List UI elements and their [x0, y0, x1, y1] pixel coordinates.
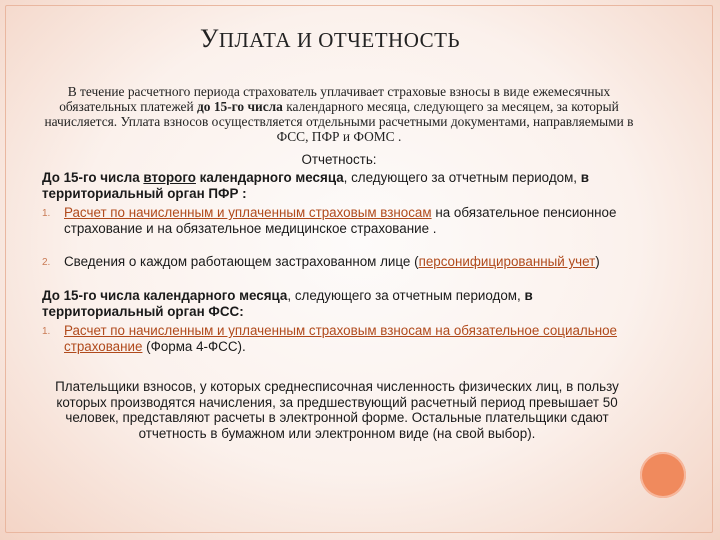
intro-text-2: календарного месяца, следующего за месяцем, за который начисляется. Уплата взносов осуществляется отдельными расчетными документами, направляемыми в ФСС, ПФР и ФОМС .	[44, 99, 634, 144]
pfr-bold-1: До 15-го числа	[42, 170, 144, 185]
pfr-item-2	[42, 254, 642, 270]
bottom-paragraph: Плательщики взносов, у которых среднесписочная численность физических лиц, в пользу которых производятся начисления, за предшествующий расчетный период превышает 50 человек, представляют расчеты в электронной форме. Остальные плательщики сдают отчетность в бумажном или электронном виде (на свой выбор).	[55, 379, 619, 441]
decorative-circle	[640, 452, 686, 498]
pfr-calculation-link[interactable]: Расчет по начисленным и уплаченным страховым взносам	[64, 205, 432, 220]
page-title	[0, 24, 660, 54]
pfr-deadline	[42, 170, 642, 201]
pfr-bold-3: в территориальный орган ПФР :	[42, 170, 589, 201]
fss-bold-2: в территориальный орган ФСС:	[42, 288, 533, 319]
personified-accounting-link[interactable]: персонифицированный учет	[418, 254, 596, 269]
list-number: 1.	[42, 326, 51, 337]
intro-paragraph	[44, 84, 634, 144]
fss-normal: , следующего за отчетным периодом,	[287, 288, 525, 303]
fss-item-1	[42, 323, 642, 354]
title-initial: У	[199, 24, 219, 53]
fss-deadline	[42, 288, 642, 319]
intro-bold: до 15-го числа	[197, 99, 283, 114]
pfr-bold-underlined: второго	[143, 170, 196, 185]
list-number: 1.	[42, 208, 51, 219]
pfr-item-1	[42, 205, 642, 236]
list-number: 2.	[42, 257, 51, 268]
fss-item-1-text: (Форма 4-ФСС).	[142, 338, 246, 354]
reporting-heading: Отчетность:	[301, 152, 377, 167]
pfr-bold-2: календарного месяца	[195, 170, 344, 185]
fss-bold-1: До 15-го числа календарного месяца	[42, 288, 288, 303]
fss-calculation-link[interactable]: Расчет по начисленным и уплаченным страховым взносам на обязательное социальное страхование	[64, 323, 617, 354]
intro-text-1: В течение расчетного периода страхователь уплачивает страховые взносы в виде ежемесячных обязательных платежей	[59, 84, 611, 114]
title-rest: ПЛАТА И ОТЧЕТНОСТЬ	[218, 28, 461, 52]
pfr-item-2-close: )	[595, 254, 600, 269]
pfr-item-1-text: на обязательное пенсионное страхование и на обязательное медицинское страхование .	[64, 205, 617, 236]
pfr-item-2-text: Сведения о каждом работающем застрахованном лице (	[64, 254, 419, 269]
pfr-normal: , следующего за отчетным периодом,	[343, 170, 581, 185]
